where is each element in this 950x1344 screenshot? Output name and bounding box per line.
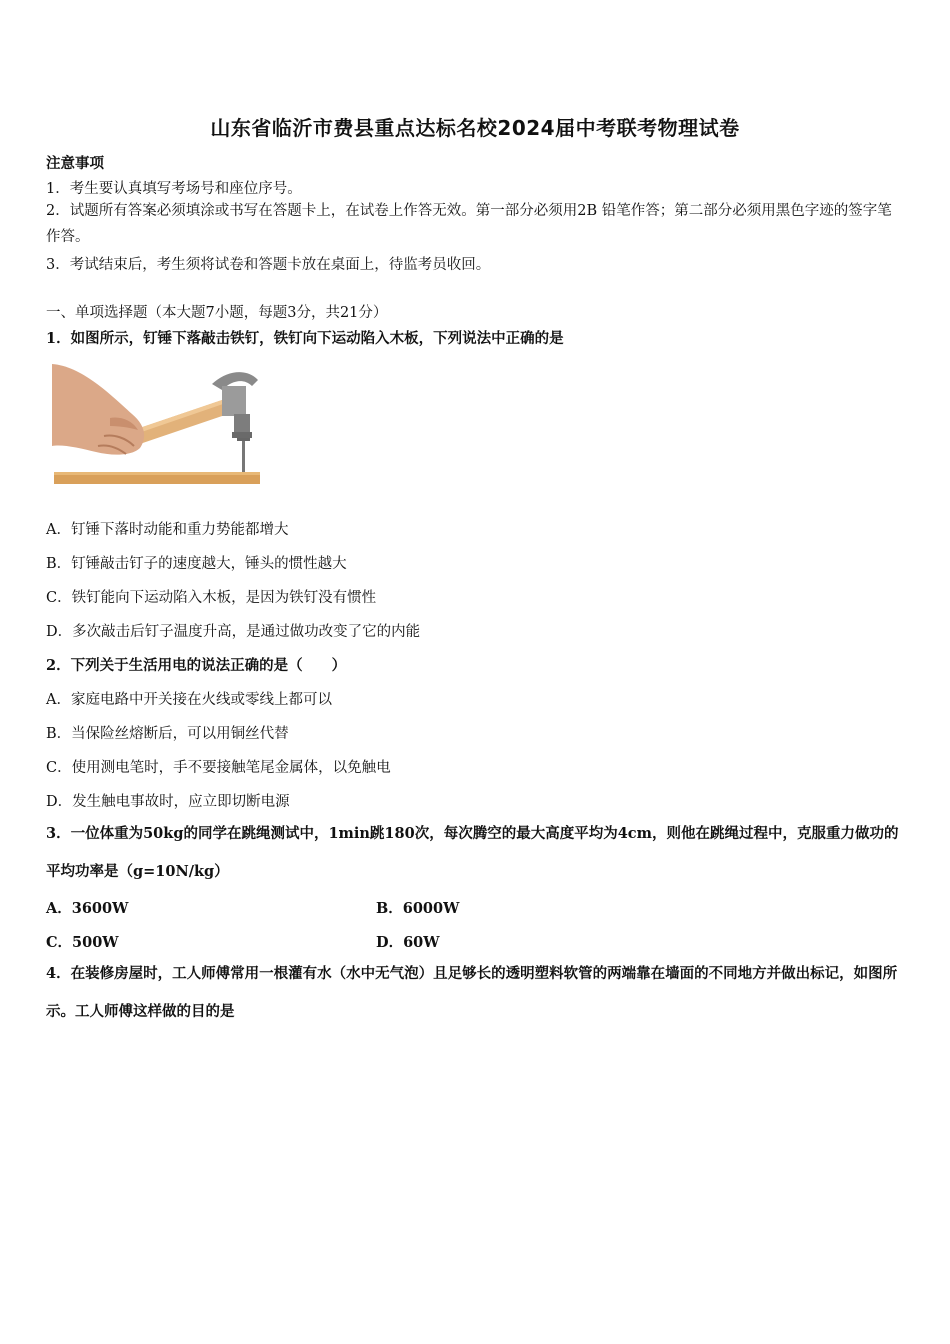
q1-option-a: A．钉锤下落时动能和重力势能都增大 xyxy=(46,522,289,538)
notice-heading: 注意事项 xyxy=(46,155,104,172)
hammer-nail-illustration xyxy=(52,356,264,490)
hammer-nail-figure xyxy=(52,356,264,490)
q2-option-d: D．发生触电事故时，应立即切断电源 xyxy=(46,794,290,810)
notice-item-3: 3．考试结束后，考生须将试卷和答题卡放在桌面上，待监考员收回。 xyxy=(46,257,491,273)
q3-option-c: C．500W xyxy=(46,934,119,951)
hand xyxy=(52,364,144,455)
section-heading: 一、单项选择题（本大题7小题，每题3分，共21分） xyxy=(46,305,388,321)
notice-item-1: 1．考生要认真填写考场号和座位序号。 xyxy=(46,181,302,197)
q1-option-c: C．铁钉能向下运动陷入木板，是因为铁钉没有惯性 xyxy=(46,590,377,606)
question-3-stem: 3．一位体重为50kg的同学在跳绳测试中，1min跳180次，每次腾空的最大高度平均为4cm，则他在跳绳过程中，克服重力做功的平均功率是（g=10N/kg） xyxy=(46,825,899,880)
question-1-stem: 1．如图所示，钉锤下落敲击铁钉，铁钉向下运动陷入木板，下列说法中正确的是 xyxy=(46,330,564,347)
q2-option-a: A．家庭电路中开关接在火线或零线上都可以 xyxy=(46,692,332,708)
q2-option-c: C．使用测电笔时，手不要接触笔尾金属体，以免触电 xyxy=(46,760,391,776)
q1-option-d: D．多次敲击后钉子温度升高，是通过做功改变了它的内能 xyxy=(46,624,421,640)
q1-option-b: B．钉锤敲击钉子的速度越大，锤头的惯性越大 xyxy=(46,556,347,572)
q3-option-b: B．6000W xyxy=(376,900,460,917)
exam-title: 山东省临沂市费县重点达标名校2024届中考联考物理试卷 xyxy=(210,116,740,140)
q2-option-b: B．当保险丝熔断后，可以用铜丝代替 xyxy=(46,726,289,742)
q3-option-d: D．60W xyxy=(376,934,440,951)
question-2-stem: 2．下列关于生活用电的说法正确的是（ ） xyxy=(46,657,347,674)
nail xyxy=(242,440,245,472)
notice-item-2: 2．试题所有答案必须填涂或书写在答题卡上，在试卷上作答无效。第一部分必须用2B 铅笔作答；第二部分必须用黑色字迹的签字笔作答。 xyxy=(46,203,892,245)
question-4-stem: 4．在装修房屋时，工人师傅常用一根灌有水（水中无气泡）且足够长的透明塑料软管的两端靠在墙面的不同地方并做出标记，如图所示。工人师傅这样做的目的是 xyxy=(46,965,898,1020)
q3-option-a: A．3600W xyxy=(46,900,129,917)
